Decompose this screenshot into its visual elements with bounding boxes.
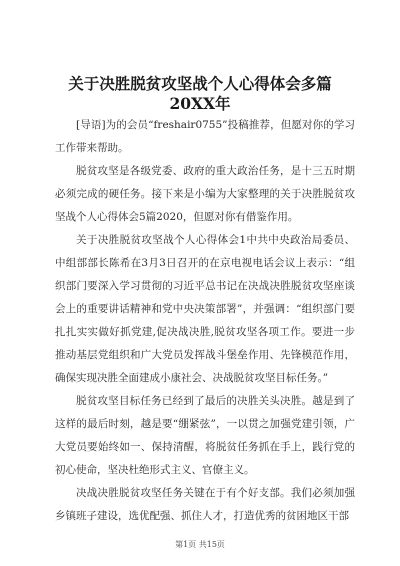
- body-paragraph: 脱贫攻坚目标任务已经到了最后的决胜关头决胜。越是到了这样的最后时刻，越是要“绷紧弦”，一以贯之加强党建引领，广大党员要始终如一、保持清醒，将脱贫任务抓在手上，践行党的初心使命，坚决杜绝形式主义、官僚主义。: [55, 395, 355, 476]
- document-body: [55, 114, 355, 528]
- body-paragraph: 决战决胜脱贫攻坚任务关键在于有个好支部。我们必须加强乡镇班子建设，选优配强、抓住人才，打造优秀的贫困地区干部: [55, 487, 355, 522]
- body-paragraph: 脱贫攻坚是各级党委、政府的重大政治任务，是十三五时期必须完成的硬任务。接下来是小编为大家整理的关于决胜脱贫攻坚战个人心得体会5篇2020，但愿对你有借鉴作用。: [55, 165, 355, 223]
- document-title: 关于决胜脱贫攻坚战个人心得体会多篇20XX年: [68, 74, 332, 113]
- page-number-footer: 第1页 共15页: [175, 540, 225, 549]
- intro-paragraph: [导语]为的会员“freshair0755”投稿推荐，但愿对你的学习工作带来帮助。: [55, 119, 355, 154]
- body-paragraph: 关于决胜脱贫攻坚战个人心得体会1中共中央政治局委员、中组部部长陈希在3月3日召开的在京电视电话会议上表示：“组织部门要深入学习贯彻的习近平总书记在决战决胜脱贫攻坚座谈会上的重要讲话精神和党中央决策部署”，并强调：“组织部门要扎扎实实做好抓党建,促决战决胜,脱贫攻坚各项工作。要进一步推动基层党组织和广大党员发挥战斗堡垒作用、先锋模范作用，确保实现决胜全面建成小康社会、决战脱贫攻坚目标任务。”: [55, 234, 355, 384]
